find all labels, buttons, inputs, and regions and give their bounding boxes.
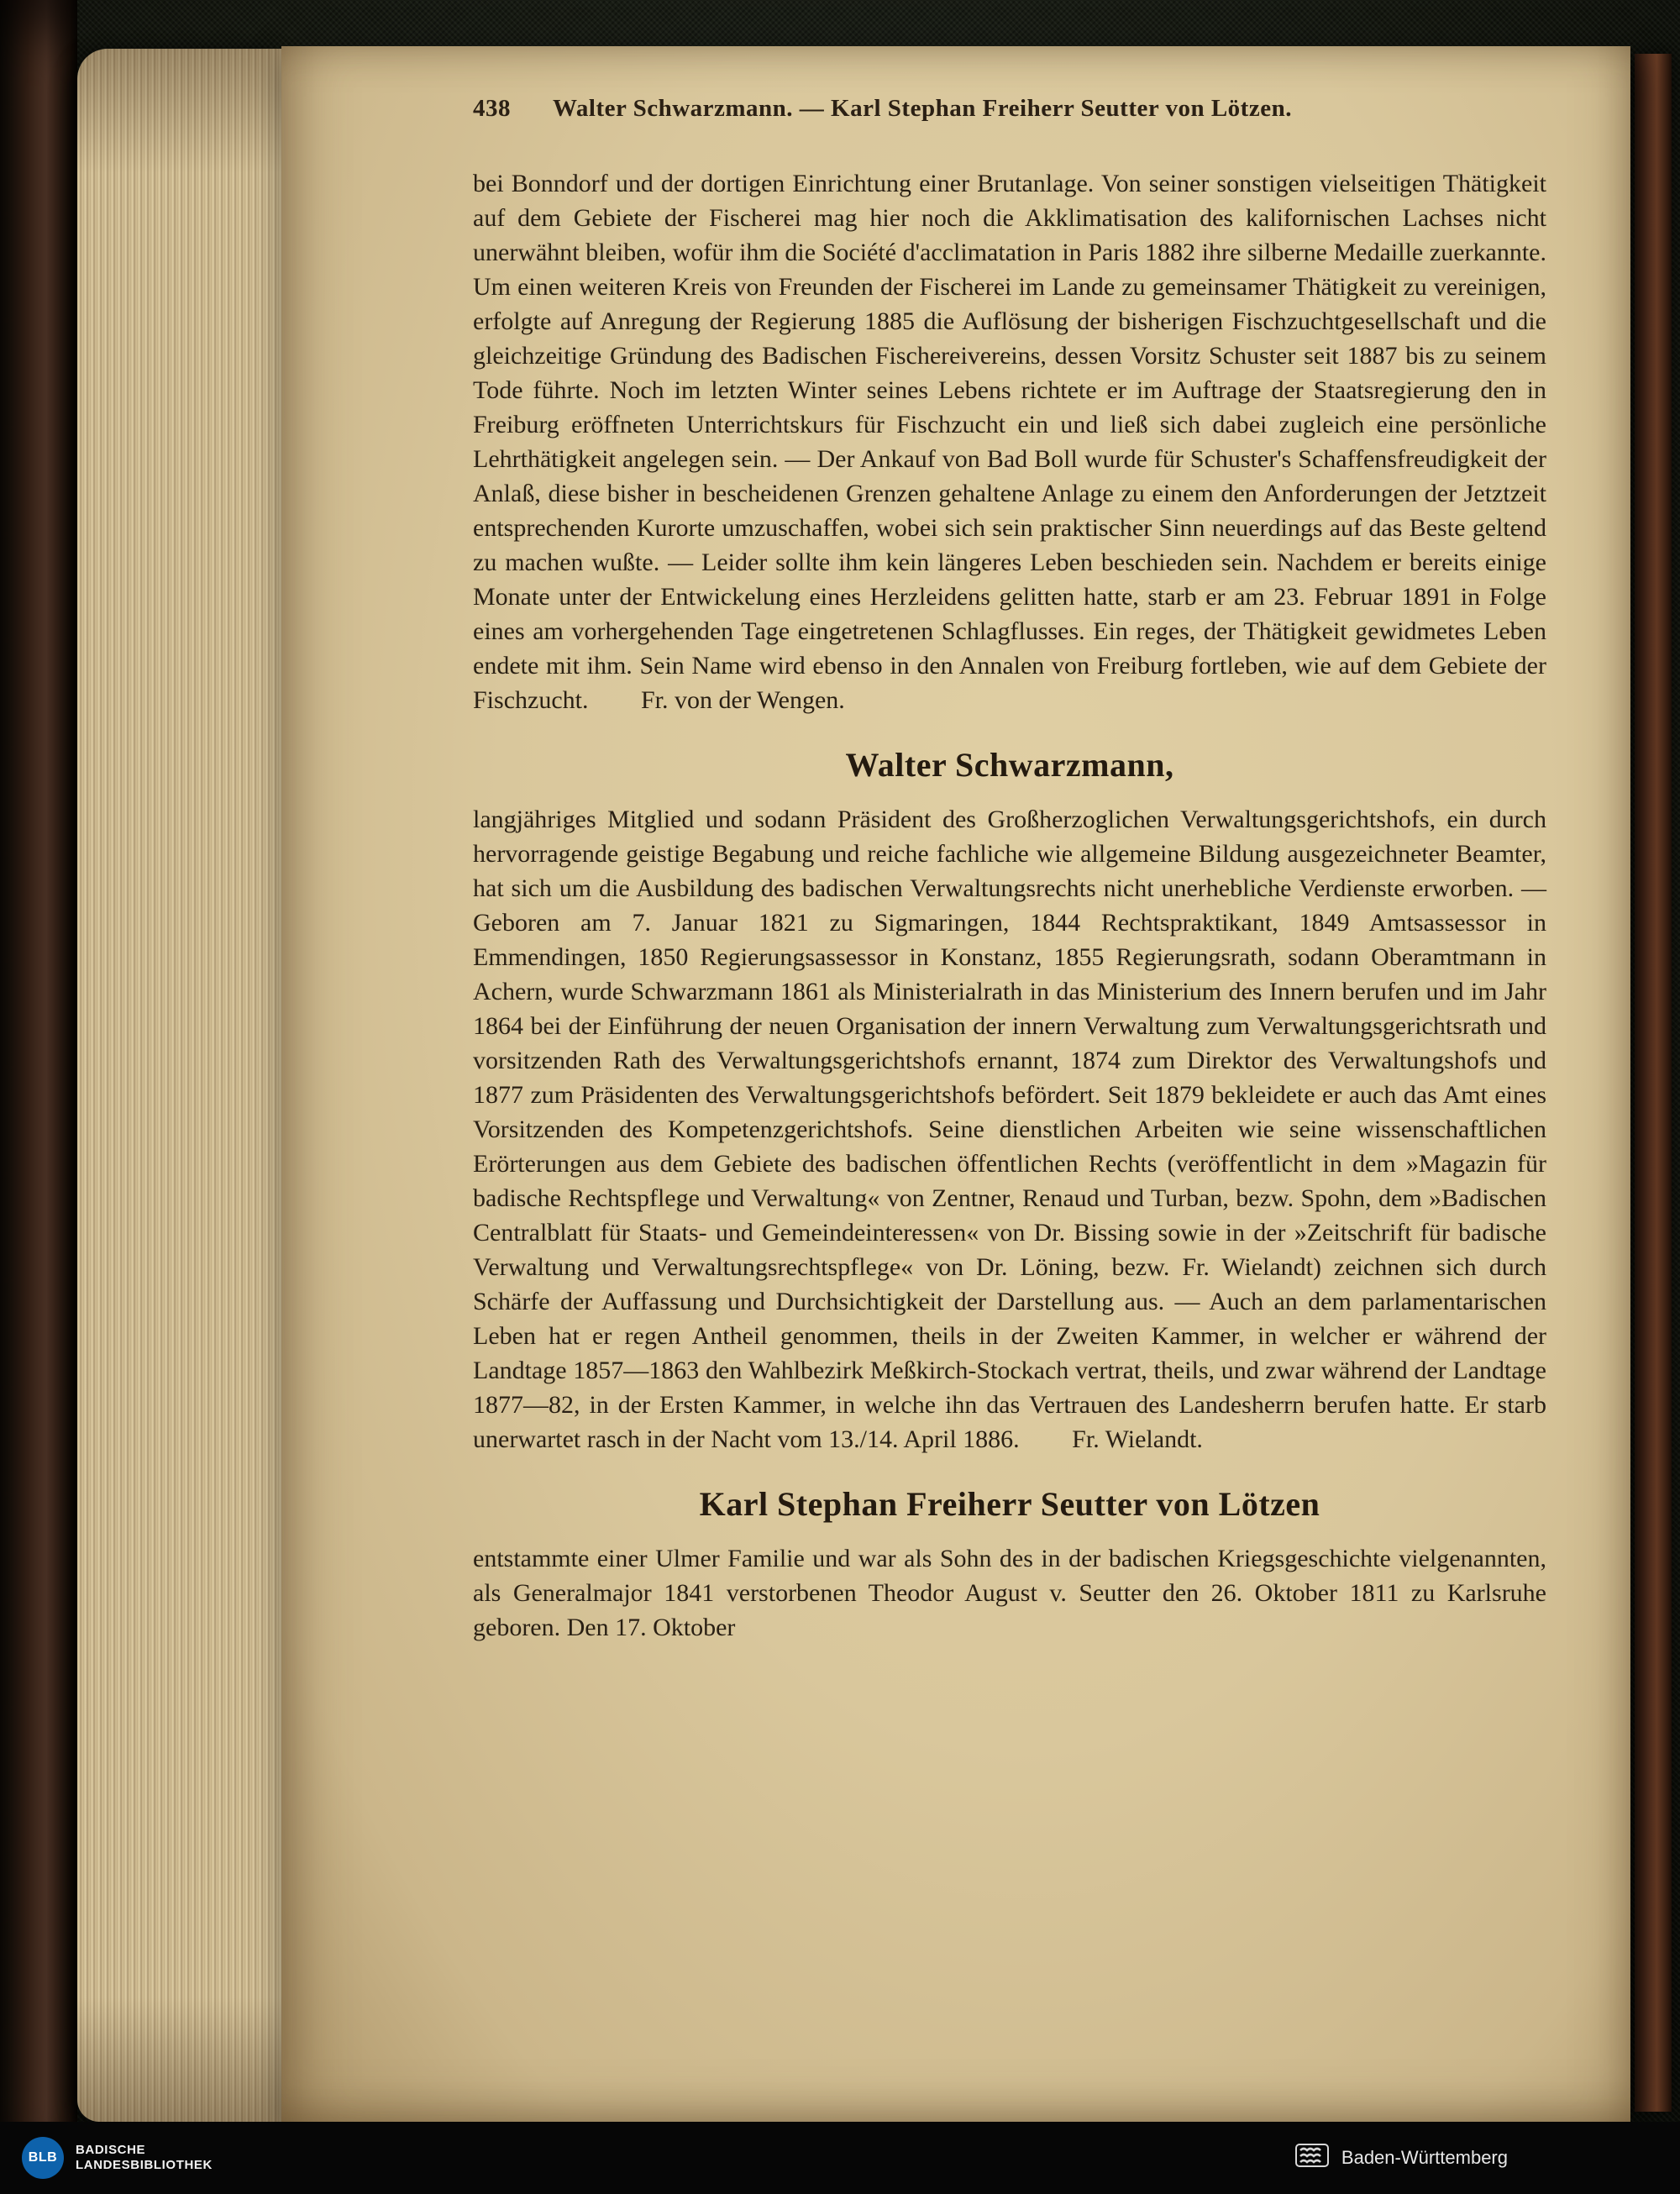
running-title: Walter Schwarzmann. — Karl Stephan Freiherr Seutter von Lötzen. bbox=[553, 95, 1292, 122]
library-name-line2: LANDESBIBLIOTHEK bbox=[76, 2158, 213, 2172]
paragraph-text: langjähriges Mitglied und sodann Präsident des Großherzoglichen Verwaltungsgerichtshofs, ein durch hervorragende geistige Begabung und reiche fachliche wie allgemeine Bildung ausgezeichneter Beamter, hat sich um die Ausbildung des badischen Verwaltungsrechts nicht unerhebliche Verdienste erworben. — Geboren am 7. Januar 1821 zu Sigmaringen, 1844 Rechtspraktikant, 1849 Amtsassessor in Emmendingen, 1850 Regierungsassessor in Konstanz, 1855 Regierungsrath, sodann Oberamtmann in Achern, wurde Schwarzmann 1861 als Ministerialrath in das Ministerium des Innern berufen und im Jahr 1864 bei der Einführung der neuen Organisation der innern Verwaltung zum Verwaltungsgerichtsrath und vorsitzenden Rath des Verwaltungsgerichtshofs ernannt, 1874 zum Direktor des Verwaltungshofs und 1877 zum Präsidenten des Verwaltungsgerichtshofs befördert. Seit 1879 bekleidete er auch das Amt eines Vorsitzenden des Kompetenzgerichtshofs. Seine dienstlichen Arbeiten wie seine wissenschaftlichen Erörterungen aus dem Gebiete des badischen öffentlichen Rechts (veröffentlicht in dem »Magazin für badische Rechtspflege und Verwaltung« von Zentner, Renaud und Turban, bezw. Spohn, dem »Badischen Centralblatt für Staats- und Gemeindeinteressen« von Dr. Bissing sowie in der »Zeitschrift für badische Verwaltung und Verwaltungsrechtspflege« von Dr. Löning, bezw. Fr. Wielandt) zeichnen sich durch Schärfe der Auffassung und Durchsichtigkeit der Darstellung aus. — Auch an dem parlamentarischen Leben hat er regen Antheil genommen, theils in der Zweiten Kammer, in welcher er während der Landtage 1857—1863 den Wahlbezirk Meßkirch-Stockach vertrat, theils, und zwar während der Landtage 1877—82, in der Ersten Kammer, in welche ihn das Vertrauen des Landesherrn berufen hatte. Er starb unerwartet rasch in der Nacht vom 13./14. April 1886. bbox=[473, 806, 1546, 1453]
state-branding bbox=[1294, 2143, 1508, 2173]
paragraph-text: bei Bonndorf und der dortigen Einrichtung einer Brutanlage. Von seiner sonstigen vielseitigen Thätigkeit auf dem Gebiete der Fischerei mag hier noch die Akklimatisation des kalifornischen Lachses nicht unerwähnt bleiben, wofür ihm die Société d'acclimatation in Paris 1882 ihre silberne Medaille zuerkannte. Um einen weiteren Kreis von Freunden der Fischerei im Lande zu gemeinsamer Thätigkeit zu vereinigen, erfolgte auf Anregung der Regierung 1885 die Auflösung der bisherigen Fischzuchtgesellschaft und die gleichzeitige Gründung des Badischen Fischereivereins, dessen Vorsitz Schuster seit 1887 bis zu seinem Tode führte. Noch im letzten Winter seines Lebens richtete er im Auftrage der Staatsregierung den in Freiburg eröffneten Unterrichtskurs für Fischzucht ein und ließ sich dabei zugleich eine persönliche Lehrthätigkeit angelegen sein. — Der Ankauf von Bad Boll wurde für Schuster's Schaffensfreudigkeit der Anlaß, diese bisher in bescheidenen Grenzen gehaltene Anlage zu einem den Anforderungen der Jetztzeit entsprechenden Kurorte umzuschaffen, wobei sich sein praktischer Sinn neuerdings auf das Beste geltend zu machen wußte. — Leider sollte ihm kein längeres Leben beschieden sein. Nachdem er bereits einige Monate unter der Entwickelung eines Herzleidens gelitten hatte, starb er am 23. Februar 1891 in Folge eines am vorhergehenden Tage eingetretenen Schlagflusses. Ein reges, der Thätigkeit gewidmetes Leben endete mit ihm. Sein Name wird ebenso in den Annalen von Freiburg fortleben, wie auf dem Gebiete der Fischzucht. bbox=[473, 170, 1546, 714]
blb-logo-icon: BLB bbox=[22, 2137, 64, 2179]
book-back-cover-edge bbox=[1635, 54, 1672, 2112]
library-branding bbox=[22, 2137, 213, 2179]
library-name-line1: BADISCHE bbox=[76, 2142, 146, 2157]
paragraph-text: entstammte einer Ulmer Familie und war als Sohn des in der badischen Kriegsgeschichte vielgenannten, als Generalmajor 1841 verstorbenen Theodor August v. Seutter den 26. Oktober 1811 zu Karlsruhe geboren. Den 17. Oktober bbox=[473, 1545, 1546, 1641]
page-text bbox=[473, 166, 1546, 1645]
section-heading-schwarzmann: Walter Schwarzmann, bbox=[845, 746, 1174, 784]
author-signature: Fr. Wielandt. bbox=[1072, 1425, 1203, 1453]
running-header bbox=[281, 46, 1630, 123]
book-page bbox=[281, 46, 1630, 2124]
library-name bbox=[76, 2144, 213, 2173]
book-page-edges bbox=[77, 49, 281, 2122]
paragraph-fischerei-obituary bbox=[473, 166, 1546, 717]
page-number: 438 bbox=[473, 95, 511, 122]
paragraph-seutter-biography bbox=[473, 1541, 1546, 1645]
paragraph-schwarzmann-biography bbox=[473, 802, 1546, 1457]
book-spine bbox=[0, 0, 77, 2194]
viewer-footer bbox=[0, 2122, 1680, 2194]
section-heading-seutter: Karl Stephan Freiherr Seutter von Lötzen bbox=[699, 1485, 1320, 1523]
state-name: Baden-Württemberg bbox=[1341, 2147, 1508, 2168]
baden-wuerttemberg-coat-of-arms-icon bbox=[1294, 2143, 1330, 2173]
author-signature: Fr. von der Wengen. bbox=[640, 686, 845, 714]
